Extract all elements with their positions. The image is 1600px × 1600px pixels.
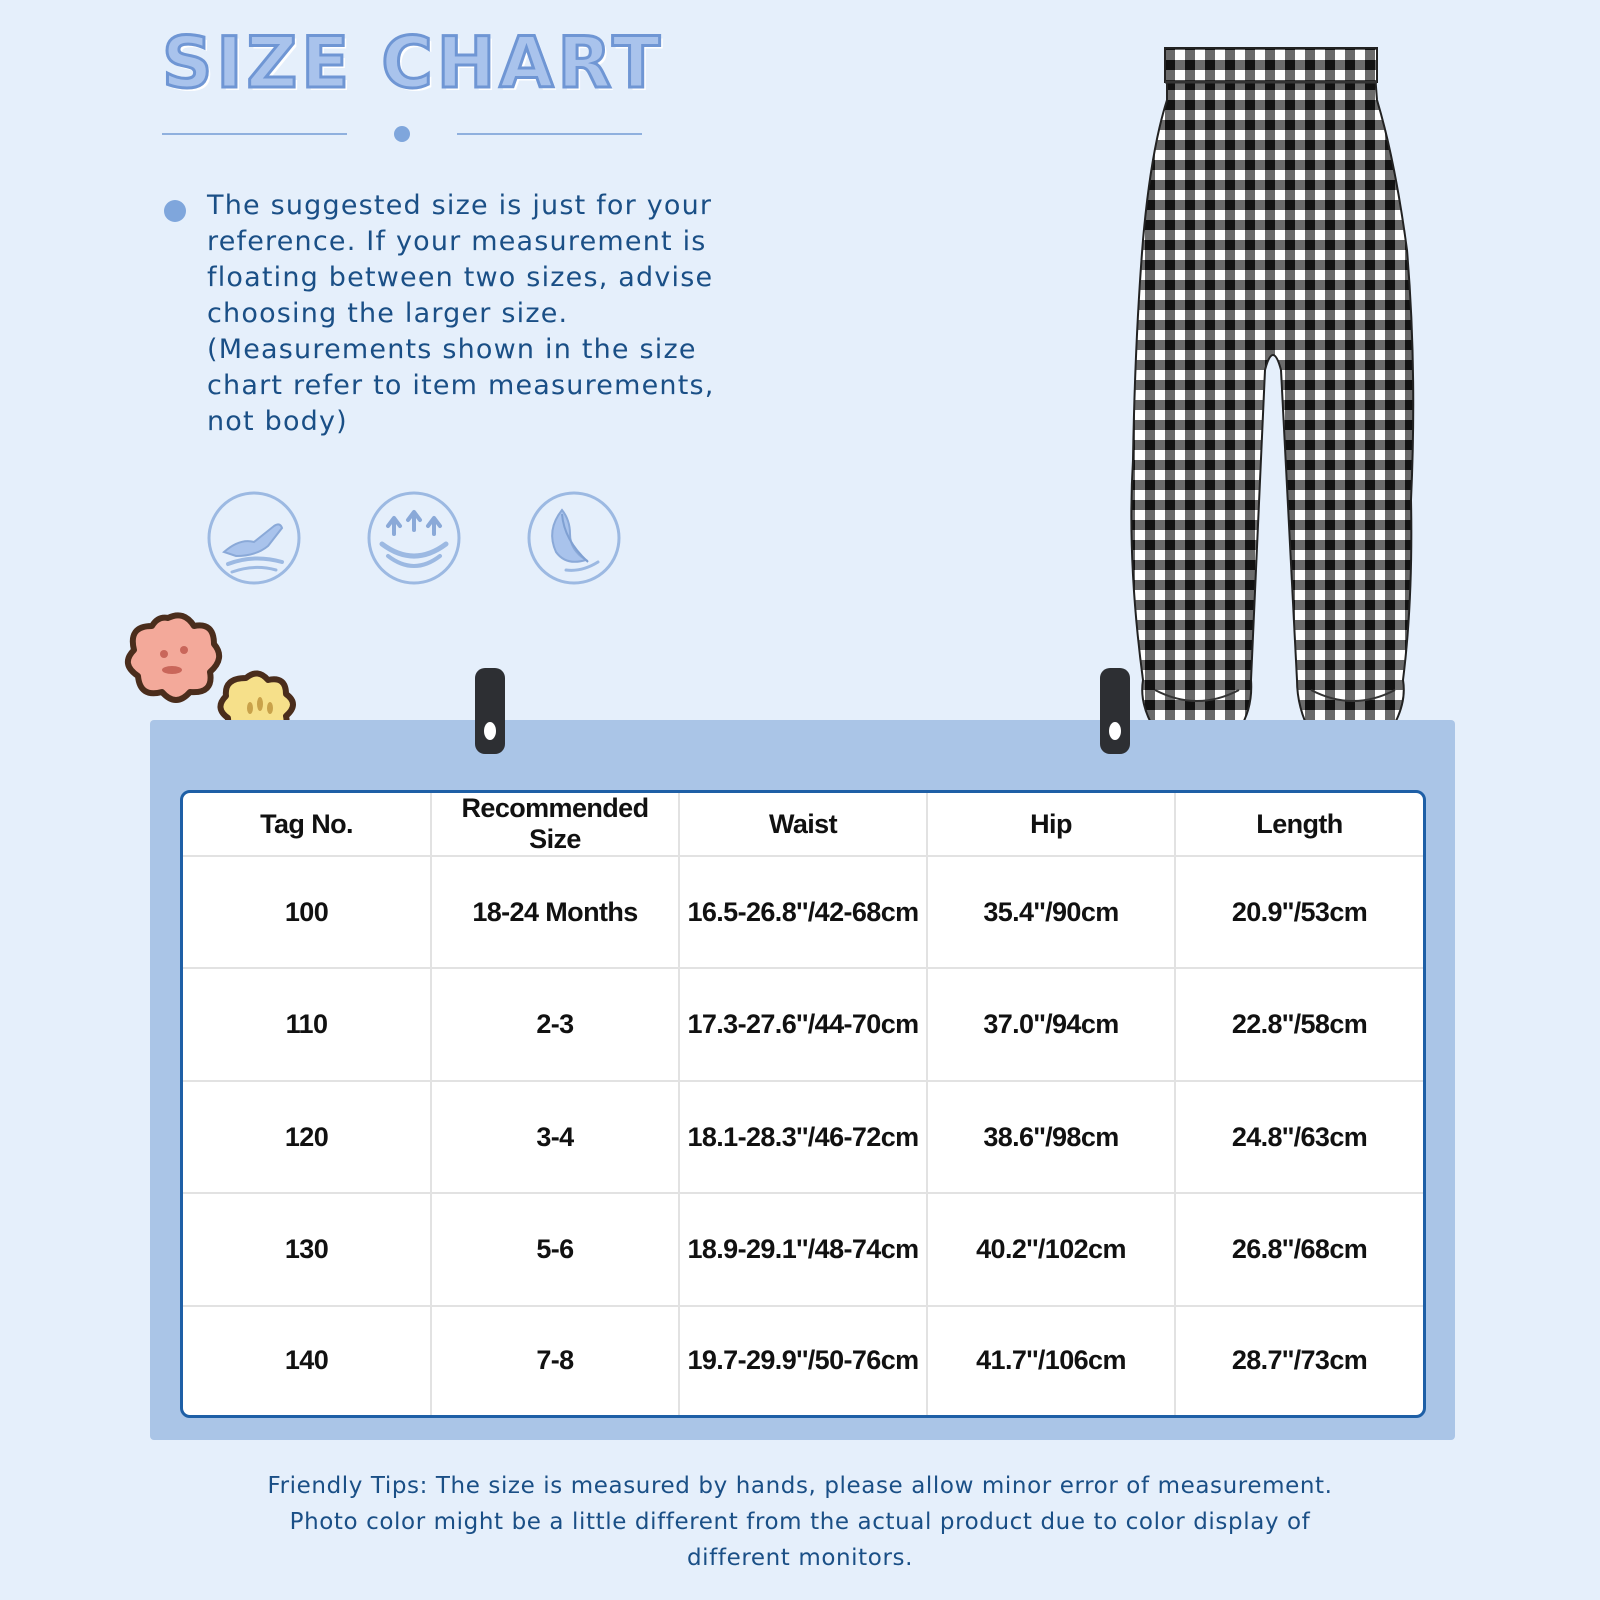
size-note-text: The suggested size is just for your reference. If your measurement is floating between two sizes, advise choosing the larger size. (Measurements shown in the size chart refer to item measurements, not body) (207, 190, 715, 437)
table-cell: 5-6 (431, 1193, 679, 1305)
table-cell: 24.8''/63cm (1175, 1081, 1423, 1193)
size-table-container (180, 790, 1426, 1418)
table-cell: 28.7''/73cm (1175, 1306, 1423, 1415)
table-row (183, 856, 1423, 968)
table-cell: 38.6''/98cm (927, 1081, 1175, 1193)
table-cell: 37.0''/94cm (927, 968, 1175, 1080)
table-cell: 120 (183, 1081, 431, 1193)
table-cell: 18-24 Months (431, 856, 679, 968)
table-cell: 2-3 (431, 968, 679, 1080)
title-divider (162, 120, 642, 150)
table-cell: 18.9-29.1''/48-74cm (679, 1193, 927, 1305)
table-row (183, 1306, 1423, 1415)
table-cell: 22.8''/58cm (1175, 968, 1423, 1080)
table-cell: 100 (183, 856, 431, 968)
column-header: Recommended Size (431, 793, 679, 856)
size-table (183, 793, 1423, 1415)
size-note (162, 188, 862, 440)
page-title: SIZE CHART (162, 22, 665, 104)
lightweight-feather-icon (526, 490, 622, 586)
column-header: Tag No. (183, 793, 431, 856)
table-cell: 35.4''/90cm (927, 856, 1175, 968)
table-header-row (183, 793, 1423, 856)
table-row (183, 1193, 1423, 1305)
table-row (183, 968, 1423, 1080)
table-cell: 7-8 (431, 1306, 679, 1415)
plaid-pants-image (1125, 40, 1445, 760)
table-cell: 110 (183, 968, 431, 1080)
table-cell: 16.5-26.8''/42-68cm (679, 856, 927, 968)
table-cell: 130 (183, 1193, 431, 1305)
table-cell: 17.3-27.6''/44-70cm (679, 968, 927, 1080)
soft-touch-hand-icon (206, 490, 302, 586)
stretch-arrows-icon (366, 490, 462, 586)
binder-clip-icon (475, 668, 505, 754)
table-cell: 20.9''/53cm (1175, 856, 1423, 968)
friendly-tips-text: Friendly Tips: The size is measured by hands, please allow minor error of measurement. Photo color might be a little different from the actual product due to color display of different monitors. (267, 1473, 1333, 1571)
binder-clip-icon (1100, 668, 1130, 754)
table-row (183, 1081, 1423, 1193)
column-header: Length (1175, 793, 1423, 856)
table-cell: 26.8''/68cm (1175, 1193, 1423, 1305)
table-cell: 40.2''/102cm (927, 1193, 1175, 1305)
pink-flower-icon (128, 615, 219, 700)
column-header: Waist (679, 793, 927, 856)
table-cell: 18.1-28.3''/46-72cm (679, 1081, 927, 1193)
table-cell: 140 (183, 1306, 431, 1415)
table-cell: 19.7-29.9''/50-76cm (679, 1306, 927, 1415)
bullet-dot (164, 200, 186, 222)
table-cell: 41.7''/106cm (927, 1306, 1175, 1415)
column-header: Hip (927, 793, 1175, 856)
table-cell: 3-4 (431, 1081, 679, 1193)
